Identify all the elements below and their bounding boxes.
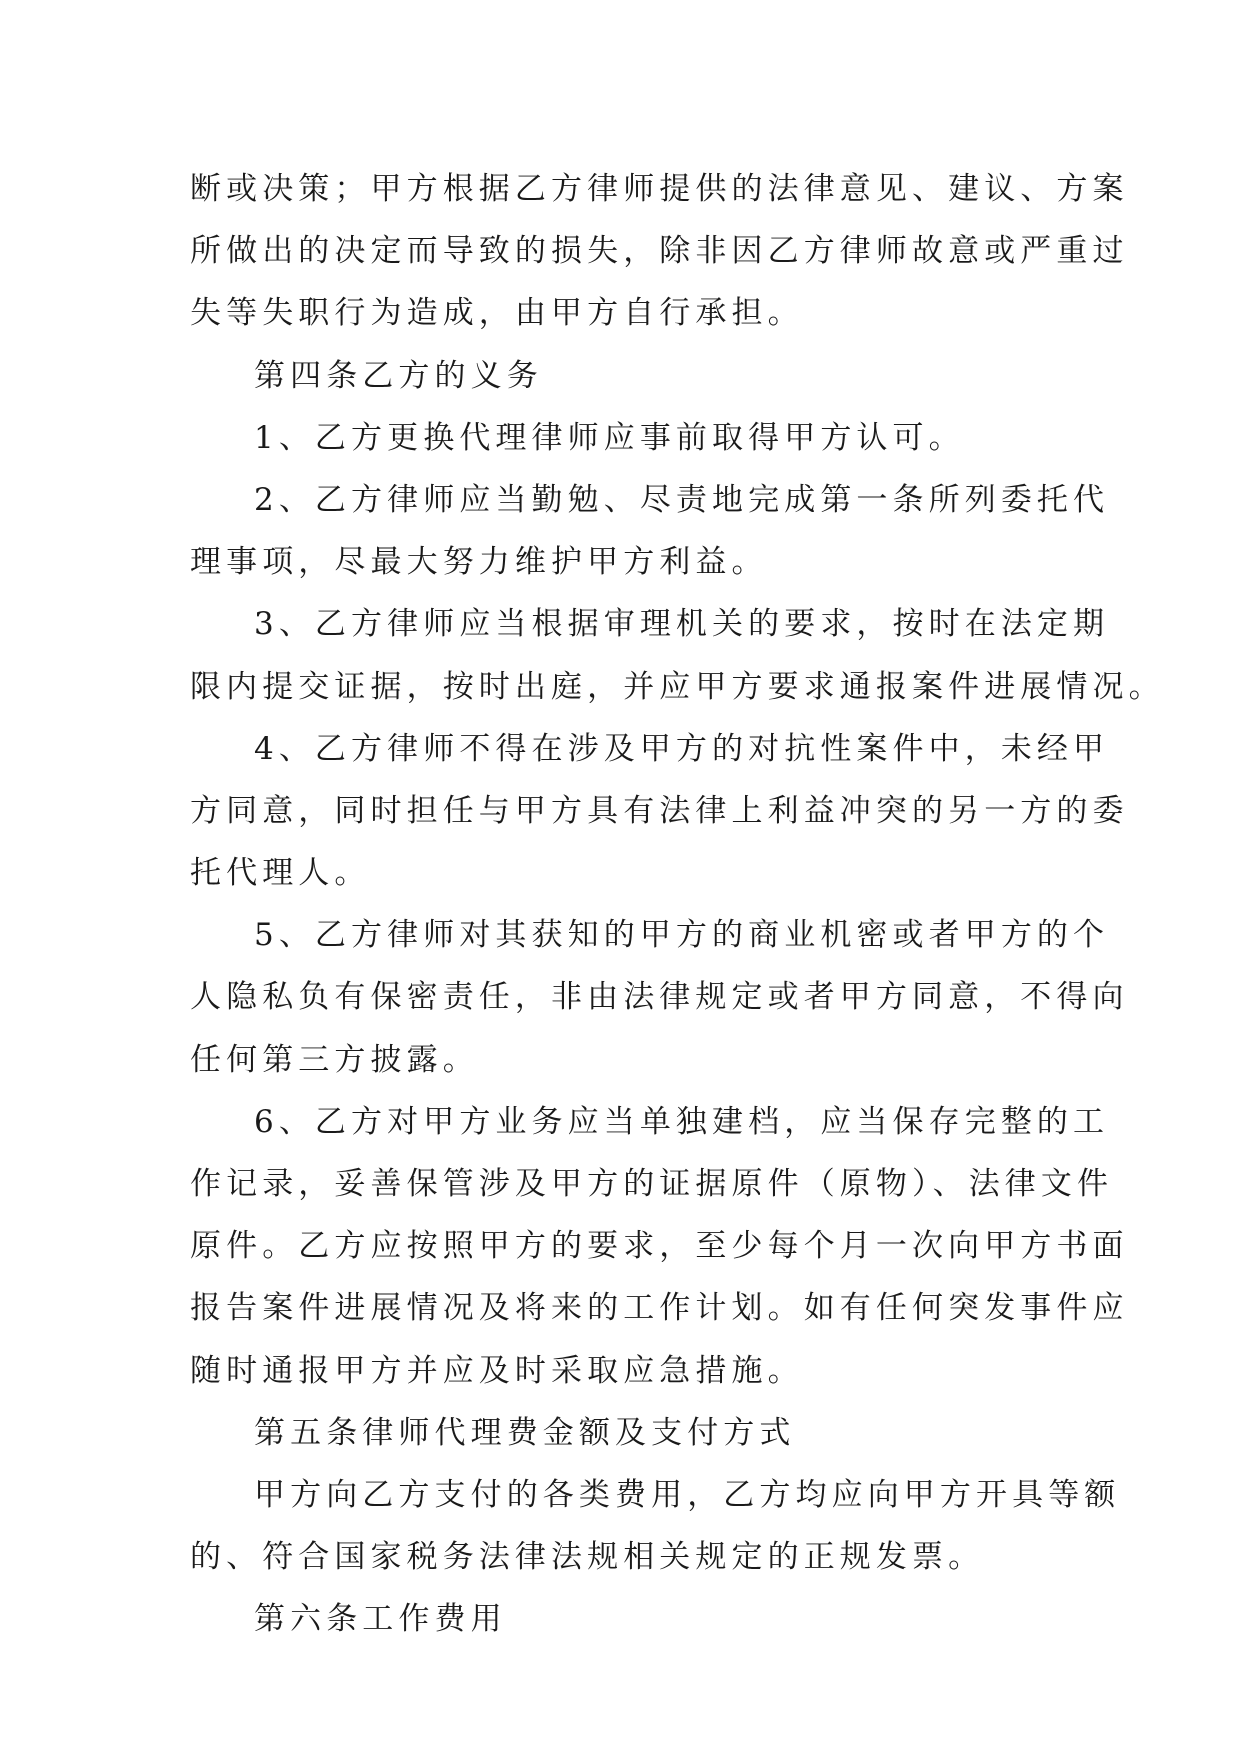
text-line: 断或决策；甲方根据乙方律师提供的法律意见、建议、方案 — [190, 171, 1129, 207]
paragraph — [190, 469, 1110, 593]
document-body — [190, 158, 1165, 1651]
text-line: 甲方向乙方支付的各类费用，乙方均应向甲方开具等额 — [254, 1476, 1121, 1513]
text-line: 第六条工作费用 — [254, 1601, 507, 1638]
text-line: 的、符合国家税务法律法规相关规定的正规发票。 — [190, 1539, 985, 1576]
text-line: 第四条乙方的义务 — [254, 357, 543, 394]
paragraph — [190, 158, 1129, 345]
paragraph — [190, 345, 1052, 407]
paragraph — [190, 407, 1052, 469]
text-line: 托代理人。 — [190, 855, 371, 892]
text-line: 任何第三方披露。 — [190, 1041, 479, 1078]
text-line: 作记录，妥善保管涉及甲方的证据原件（原物）、法律文件 — [190, 1166, 1114, 1202]
text-line: 原件。乙方应按照甲方的要求，至少每个月一次向甲方书面 — [190, 1228, 1129, 1265]
text-line: 6、乙方对甲方业务应当单独建档，应当保存完整的工 — [254, 1103, 1110, 1140]
text-line: 人隐私负有保密责任，非由法律规定或者甲方同意，不得向 — [190, 979, 1129, 1016]
text-line: 4、乙方律师不得在涉及甲方的对抗性案件中，未经甲 — [254, 730, 1110, 767]
paragraph — [190, 593, 1165, 717]
text-line: 2、乙方律师应当勤勉、尽责地完成第一条所列委托代 — [254, 481, 1110, 518]
text-line: 5、乙方律师对其获知的甲方的商业机密或者甲方的个 — [254, 917, 1110, 954]
text-line: 1、乙方更换代理律师应事前取得甲方认可。 — [254, 419, 965, 456]
text-line: 限内提交证据，按时出庭，并应甲方要求通报案件进展情况。 — [190, 668, 1165, 705]
text-line: 第五条律师代理费金额及支付方式 — [254, 1414, 796, 1451]
text-line: 所做出的决定而导致的损失，除非因乙方律师故意或严重过 — [190, 233, 1129, 270]
text-line: 3、乙方律师应当根据审理机关的要求，按时在法定期 — [254, 606, 1110, 643]
paragraph — [190, 1091, 1129, 1402]
text-line: 失等失职行为造成，由甲方自行承担。 — [190, 295, 804, 332]
paragraph — [190, 718, 1129, 905]
text-line: 随时通报甲方并应及时采取应急措施。 — [190, 1352, 804, 1389]
paragraph — [190, 904, 1129, 1091]
text-line: 方同意，同时担任与甲方具有法律上利益冲突的另一方的委 — [190, 792, 1129, 829]
paragraph — [190, 1588, 1052, 1650]
text-line: 理事项，尽最大努力维护甲方利益。 — [190, 544, 768, 581]
paragraph — [190, 1402, 1052, 1464]
paragraph — [190, 1464, 1121, 1588]
text-line: 报告案件进展情况及将来的工作计划。如有任何突发事件应 — [190, 1290, 1129, 1327]
